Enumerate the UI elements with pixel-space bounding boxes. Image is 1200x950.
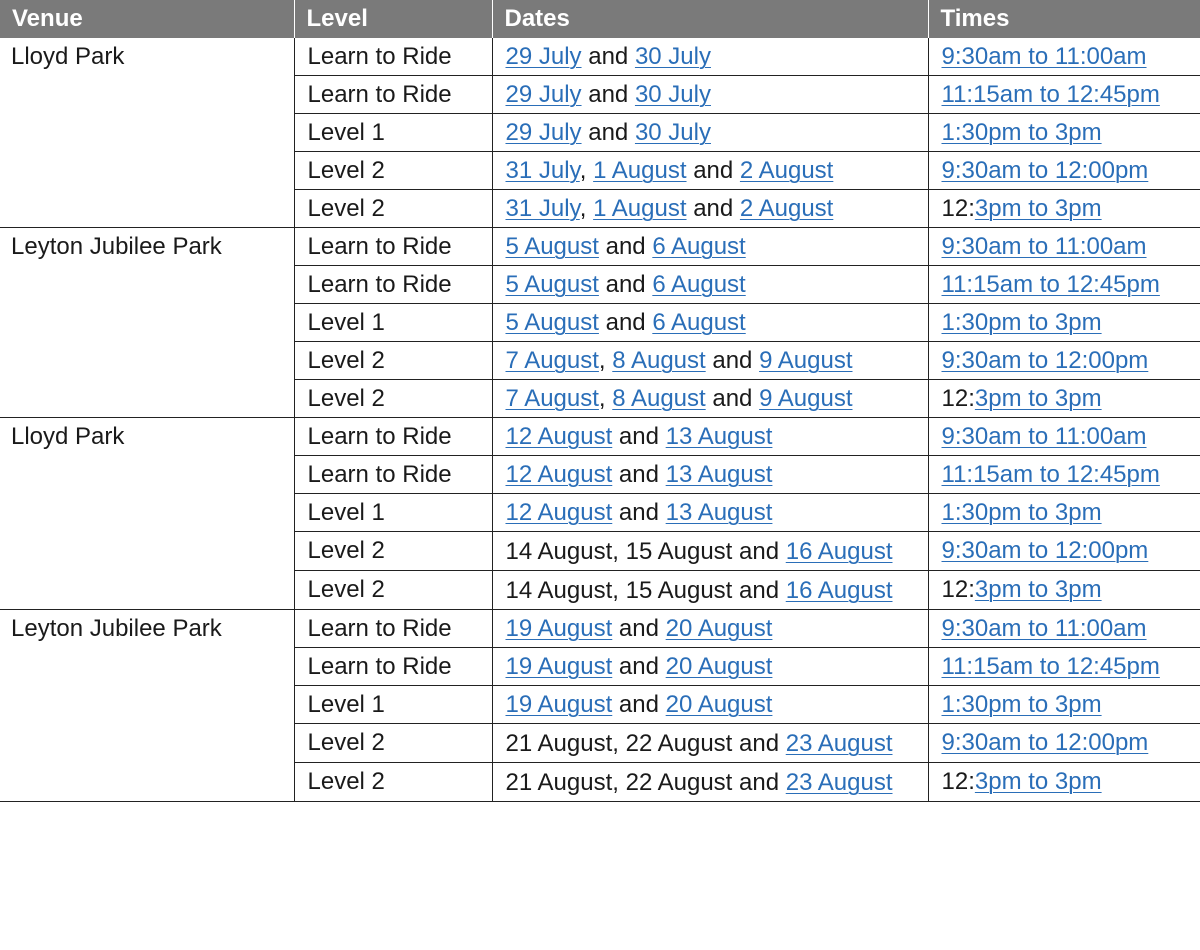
table-row <box>0 228 1200 266</box>
dates-cell <box>492 571 928 610</box>
dates-cell <box>492 266 928 304</box>
cell-text: and <box>686 195 740 222</box>
date-link[interactable]: 20 August <box>665 615 773 642</box>
date-link[interactable]: 9 August <box>759 385 853 412</box>
dates-cell <box>492 724 928 763</box>
dates-cell <box>492 418 928 456</box>
date-link[interactable]: 2 August <box>739 157 834 184</box>
date-link[interactable]: 9:30am to 12:00pm <box>941 729 1149 756</box>
cell-text: 12: <box>941 195 975 222</box>
table-body <box>0 38 1200 802</box>
times-cell <box>928 190 1200 228</box>
date-link[interactable]: 13 August <box>665 423 773 450</box>
dates-cell <box>492 494 928 532</box>
times-cell <box>928 571 1200 610</box>
cell-text: and <box>612 691 666 718</box>
date-link[interactable]: 11:15am to 12:45pm <box>941 81 1160 108</box>
date-link[interactable]: 30 July <box>634 81 711 108</box>
date-link[interactable]: 16 August <box>785 538 893 565</box>
header-row <box>0 0 1200 38</box>
dates-cell <box>492 648 928 686</box>
header-times: Times <box>928 0 1200 38</box>
level-cell: Level 2 <box>294 571 492 610</box>
cell-text: and <box>581 81 635 108</box>
date-link[interactable]: 1 August <box>593 195 687 222</box>
dates-cell <box>492 304 928 342</box>
table-row <box>0 38 1200 76</box>
cell-text: 14 August, 15 August and <box>505 577 786 604</box>
level-cell: Learn to Ride <box>294 610 492 648</box>
cell-text: , <box>598 347 613 374</box>
cell-text: and <box>612 423 666 450</box>
times-cell <box>928 610 1200 648</box>
cell-text: , <box>579 195 594 222</box>
date-link[interactable]: 9:30am to 12:00pm <box>941 537 1149 564</box>
times-cell <box>928 494 1200 532</box>
dates-cell <box>492 610 928 648</box>
cell-text: 12: <box>941 385 975 412</box>
date-link[interactable]: 9:30am to 11:00am <box>941 615 1147 642</box>
times-cell <box>928 456 1200 494</box>
date-link[interactable]: 7 August <box>505 385 599 412</box>
times-cell <box>928 724 1200 763</box>
cell-text: 12: <box>941 768 975 795</box>
dates-cell <box>492 228 928 266</box>
cell-text: and <box>686 157 740 184</box>
times-cell <box>928 686 1200 724</box>
date-link[interactable]: 11:15am to 12:45pm <box>941 461 1160 488</box>
dates-cell <box>492 152 928 190</box>
times-cell <box>928 342 1200 380</box>
date-link[interactable]: 30 July <box>634 119 711 146</box>
table-row <box>0 610 1200 648</box>
level-cell: Learn to Ride <box>294 228 492 266</box>
venue-cell: Leyton Jubilee Park <box>0 228 294 418</box>
date-link[interactable]: 9:30am to 12:00pm <box>941 157 1149 184</box>
date-link[interactable]: 6 August <box>652 233 746 260</box>
times-cell <box>928 763 1200 802</box>
dates-cell <box>492 686 928 724</box>
dates-cell <box>492 76 928 114</box>
table-header <box>0 0 1200 38</box>
times-cell <box>928 266 1200 304</box>
cell-text: and <box>705 385 760 412</box>
level-cell: Learn to Ride <box>294 418 492 456</box>
level-cell: Level 2 <box>294 190 492 228</box>
level-cell: Level 2 <box>294 342 492 380</box>
times-cell <box>928 38 1200 76</box>
venue-cell: Lloyd Park <box>0 418 294 610</box>
date-link[interactable]: 9 August <box>759 347 853 374</box>
dates-cell <box>492 38 928 76</box>
dates-cell <box>492 190 928 228</box>
date-link[interactable]: 9:30am to 11:00am <box>941 233 1147 260</box>
level-cell: Level 2 <box>294 532 492 571</box>
date-link[interactable]: 9:30am to 11:00am <box>941 43 1147 70</box>
cell-text: and <box>612 653 666 680</box>
cell-text: and <box>581 43 635 70</box>
date-link[interactable]: 29 July <box>505 43 582 70</box>
dates-cell <box>492 342 928 380</box>
level-cell: Level 2 <box>294 152 492 190</box>
date-link[interactable]: 3pm to 3pm <box>974 195 1102 222</box>
date-link[interactable]: 5 August <box>505 271 599 298</box>
dates-cell <box>492 380 928 418</box>
date-link[interactable]: 5 August <box>505 309 599 336</box>
cell-text: and <box>581 119 635 146</box>
cell-text: , <box>598 385 613 412</box>
cell-text: 21 August, 22 August and <box>505 730 786 757</box>
cell-text: and <box>612 499 666 526</box>
date-link[interactable]: 5 August <box>505 233 599 260</box>
cell-text: and <box>612 615 666 642</box>
date-link[interactable]: 13 August <box>665 499 773 526</box>
header-level: Level <box>294 0 492 38</box>
date-link[interactable]: 3pm to 3pm <box>974 576 1102 603</box>
level-cell: Level 1 <box>294 686 492 724</box>
date-link[interactable]: 1:30pm to 3pm <box>941 119 1102 146</box>
level-cell: Learn to Ride <box>294 456 492 494</box>
times-cell <box>928 304 1200 342</box>
level-cell: Learn to Ride <box>294 38 492 76</box>
cell-text: 14 August, 15 August and <box>505 538 786 565</box>
times-cell <box>928 532 1200 571</box>
date-link[interactable]: 9:30am to 11:00am <box>941 423 1147 450</box>
date-link[interactable]: 1:30pm to 3pm <box>941 309 1102 336</box>
dates-cell <box>492 456 928 494</box>
venue-cell: Leyton Jubilee Park <box>0 610 294 802</box>
header-venue: Venue <box>0 0 294 38</box>
times-cell <box>928 114 1200 152</box>
date-link[interactable]: 30 July <box>634 43 711 70</box>
date-link[interactable]: 29 July <box>505 81 582 108</box>
date-link[interactable]: 20 August <box>665 653 773 680</box>
times-cell <box>928 418 1200 456</box>
times-cell <box>928 152 1200 190</box>
cell-text: and <box>598 309 653 336</box>
level-cell: Level 1 <box>294 304 492 342</box>
header-dates: Dates <box>492 0 928 38</box>
date-link[interactable]: 20 August <box>665 691 773 718</box>
dates-cell <box>492 114 928 152</box>
level-cell: Learn to Ride <box>294 266 492 304</box>
level-cell: Level 2 <box>294 724 492 763</box>
times-cell <box>928 648 1200 686</box>
date-link[interactable]: 7 August <box>505 347 599 374</box>
date-link[interactable]: 1:30pm to 3pm <box>941 691 1102 718</box>
date-link[interactable]: 31 July <box>505 195 580 222</box>
cell-text: and <box>612 461 666 488</box>
date-link[interactable]: 31 July <box>505 157 580 184</box>
date-link[interactable]: 19 August <box>505 615 613 642</box>
date-link[interactable]: 6 August <box>652 271 746 298</box>
times-cell <box>928 380 1200 418</box>
cell-text: and <box>598 233 653 260</box>
cell-text: 12: <box>941 576 975 603</box>
level-cell: Learn to Ride <box>294 76 492 114</box>
date-link[interactable]: 23 August <box>785 769 893 796</box>
date-link[interactable]: 19 August <box>505 653 613 680</box>
date-link[interactable]: 2 August <box>739 195 834 222</box>
date-link[interactable]: 1:30pm to 3pm <box>941 499 1102 526</box>
cell-text: and <box>705 347 760 374</box>
date-link[interactable]: 12 August <box>505 461 613 488</box>
level-cell: Level 2 <box>294 763 492 802</box>
date-link[interactable]: 6 August <box>652 309 746 336</box>
date-link[interactable]: 13 August <box>665 461 773 488</box>
date-link[interactable]: 12 August <box>505 499 613 526</box>
level-cell: Learn to Ride <box>294 648 492 686</box>
times-cell <box>928 228 1200 266</box>
date-link[interactable]: 1 August <box>593 157 687 184</box>
date-link[interactable]: 19 August <box>505 691 613 718</box>
dates-cell <box>492 532 928 571</box>
cell-text: , <box>579 157 594 184</box>
cell-text: and <box>598 271 653 298</box>
table-row <box>0 418 1200 456</box>
date-link[interactable]: 11:15am to 12:45pm <box>941 271 1160 298</box>
date-link[interactable]: 12 August <box>505 423 613 450</box>
times-cell <box>928 76 1200 114</box>
date-link[interactable]: 8 August <box>612 385 706 412</box>
date-link[interactable]: 29 July <box>505 119 582 146</box>
level-cell: Level 2 <box>294 380 492 418</box>
date-link[interactable]: 3pm to 3pm <box>974 385 1102 412</box>
date-link[interactable]: 23 August <box>785 730 893 757</box>
date-link[interactable]: 8 August <box>612 347 706 374</box>
date-link[interactable]: 11:15am to 12:45pm <box>941 653 1160 680</box>
venue-cell: Lloyd Park <box>0 38 294 228</box>
date-link[interactable]: 16 August <box>785 577 893 604</box>
dates-cell <box>492 763 928 802</box>
date-link[interactable]: 9:30am to 12:00pm <box>941 347 1149 374</box>
level-cell: Level 1 <box>294 494 492 532</box>
date-link[interactable]: 3pm to 3pm <box>974 768 1102 795</box>
cell-text: 21 August, 22 August and <box>505 769 786 796</box>
level-cell: Level 1 <box>294 114 492 152</box>
